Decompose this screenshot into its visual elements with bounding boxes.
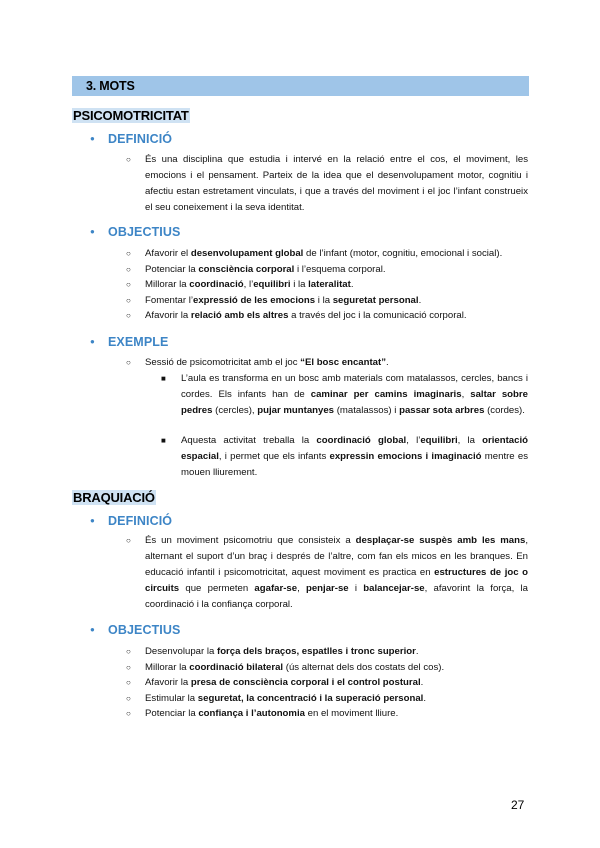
list-item bbox=[126, 308, 528, 324]
bold-text: desenvolupament global bbox=[190, 248, 304, 259]
bold-text: coordinació global bbox=[316, 435, 407, 446]
bold-text: saltar sobre pedres bbox=[181, 389, 528, 416]
exemple-sub-text-2 bbox=[181, 433, 528, 481]
text-segment: Estimular la bbox=[145, 692, 198, 704]
braq-definicio-text bbox=[145, 533, 528, 613]
braquiacio-title: BRAQUIACIÓ bbox=[73, 490, 155, 505]
text-segment: , afavorint la força, la coordinació i la confiança corporal. bbox=[145, 583, 528, 610]
text-segment: Desenvolupar la bbox=[145, 646, 217, 657]
text-segment: que permeten bbox=[179, 583, 255, 594]
list-item bbox=[126, 246, 528, 262]
bold-text: pujar muntanyes bbox=[257, 405, 335, 416]
circle-bullet-icon: ○ bbox=[126, 536, 131, 545]
text-segment: de l’infant (motor, cognitiu, emocional i social). bbox=[303, 248, 503, 259]
text-segment: en el moviment lliure. bbox=[304, 708, 399, 720]
bullet-icon: ● bbox=[90, 516, 95, 525]
text-segment: . bbox=[350, 279, 354, 291]
list-item bbox=[126, 293, 528, 309]
circle-bullet-icon: ○ bbox=[126, 662, 131, 672]
circle-bullet-icon: ○ bbox=[126, 155, 131, 164]
text-segment: , bbox=[297, 583, 306, 594]
bold-text: “El bosc encantat” bbox=[300, 357, 387, 368]
list-item bbox=[126, 262, 528, 278]
bullet-icon: ● bbox=[90, 227, 95, 236]
psico-definicio-heading: ● DEFINICIÓ bbox=[90, 132, 173, 146]
text-segment: , i permet que els infants bbox=[218, 451, 330, 462]
text-segment: , la bbox=[457, 435, 483, 446]
bold-text: seguretat, la concentració i la superació personal bbox=[197, 692, 424, 704]
circle-bullet-icon: ○ bbox=[126, 647, 131, 656]
text-segment: . bbox=[418, 294, 422, 306]
text-segment: i la bbox=[290, 279, 309, 291]
bold-text: seguretat personal bbox=[332, 294, 419, 306]
text-segment: Fomentar l’ bbox=[145, 294, 193, 306]
text-segment: i la bbox=[315, 294, 333, 306]
text-segment: (matalassos) i bbox=[334, 405, 400, 416]
list-item bbox=[126, 675, 528, 691]
circle-bullet-icon: ○ bbox=[126, 249, 131, 258]
circle-bullet-icon: ○ bbox=[126, 678, 131, 688]
list-item-text bbox=[145, 691, 528, 707]
text-segment: . bbox=[420, 677, 424, 689]
text-segment: i l’esquema corporal. bbox=[294, 263, 386, 275]
psico-exemple-heading: ● EXEMPLE bbox=[90, 335, 169, 349]
bold-text: coordinació bbox=[189, 279, 244, 291]
text-segment: (ús alternat dels dos costats del cos). bbox=[283, 661, 445, 673]
psico-exemple-intro bbox=[126, 355, 528, 371]
circle-bullet-icon: ○ bbox=[126, 709, 131, 719]
text-segment: L’aula es transforma en un bosc amb materials com matalassos, cercles, bancs i cordes. Els infants han de bbox=[181, 373, 528, 400]
text-segment: Millorar la bbox=[145, 661, 190, 673]
braq-objectius-heading: ● OBJECTIUS bbox=[90, 623, 181, 637]
list-item-text bbox=[145, 262, 528, 278]
square-bullet-icon: ■ bbox=[161, 436, 166, 445]
list-item bbox=[126, 277, 528, 293]
text-segment: Sessió de psicomotricitat amb el joc bbox=[145, 357, 301, 368]
psicomotricitat-title: PSICOMOTRICITAT bbox=[73, 108, 189, 123]
list-item bbox=[126, 644, 528, 660]
bold-text: confiança i l’autonomia bbox=[198, 708, 305, 720]
circle-bullet-icon: ○ bbox=[126, 280, 131, 290]
bold-text: caminar per camins imaginaris bbox=[310, 389, 462, 400]
list-item bbox=[126, 691, 528, 707]
text-segment: . bbox=[423, 692, 426, 704]
text-segment: i bbox=[348, 583, 364, 594]
list-item-text bbox=[145, 644, 528, 660]
text-segment: (cercles), bbox=[212, 405, 258, 416]
page-number: 27 bbox=[511, 798, 525, 812]
circle-bullet-icon: ○ bbox=[126, 358, 131, 367]
bullet-icon: ● bbox=[90, 337, 95, 346]
text-segment: a través del joc i la comunicació corporal. bbox=[288, 310, 467, 322]
bold-text: balancejar-se bbox=[363, 583, 425, 594]
bold-text: relació amb els altres bbox=[190, 310, 289, 322]
text-segment: , l’ bbox=[406, 435, 421, 446]
text-segment: Afavorir la bbox=[145, 310, 191, 322]
bold-text: passar sota arbres bbox=[399, 405, 485, 416]
text-segment: , bbox=[461, 389, 471, 400]
list-item-text bbox=[145, 675, 528, 691]
braq-definicio-heading: ● DEFINICIÓ bbox=[90, 514, 173, 528]
bold-text: estructures de joc o circuits bbox=[145, 567, 528, 594]
text-segment: mentre es mouen lliurement. bbox=[181, 451, 529, 478]
bold-text: agafar-se bbox=[254, 583, 298, 594]
bold-text: coordinació bilateral bbox=[189, 661, 284, 673]
square-bullet-icon: ■ bbox=[161, 374, 166, 383]
list-item bbox=[126, 660, 528, 676]
text-segment: , l’ bbox=[243, 279, 254, 291]
section-banner: 3. MOTS bbox=[72, 76, 529, 96]
text-segment: , alternant el suport d’un braç i després de l’altre, com fan els micos en les branques. En educació infantil i psicomotricitat, aquest moviment es practica en bbox=[145, 535, 528, 578]
exemple-intro-text bbox=[145, 355, 528, 371]
list-item-text bbox=[145, 293, 528, 309]
psico-definicio-item bbox=[126, 152, 528, 216]
circle-bullet-icon: ○ bbox=[126, 693, 131, 703]
list-item bbox=[126, 706, 528, 722]
psico-objectius-heading: ● OBJECTIUS bbox=[90, 225, 181, 239]
list-item-text bbox=[145, 706, 528, 722]
exemple-sub-item-1 bbox=[161, 371, 528, 419]
bold-text: expressin emocions i imaginació bbox=[329, 451, 482, 462]
exemple-sub-item-2 bbox=[161, 433, 528, 481]
text-segment: Afavorir la bbox=[145, 677, 191, 689]
text-segment: Millorar la bbox=[145, 279, 190, 291]
bullet-icon: ● bbox=[90, 134, 95, 143]
bold-text: equilibri bbox=[253, 279, 291, 291]
text-segment: (cordes). bbox=[484, 405, 525, 416]
list-item-text bbox=[145, 277, 528, 293]
bold-text: expressió de les emocions bbox=[192, 294, 316, 306]
circle-bullet-icon: ○ bbox=[126, 295, 131, 305]
bold-text: força dels braços, espatlles i tronc superior bbox=[217, 646, 416, 657]
text-segment: Afavorir el bbox=[145, 248, 191, 259]
exemple-sub-text-1 bbox=[181, 371, 528, 419]
text-segment: Potenciar la bbox=[145, 708, 199, 720]
text-segment: Aquesta activitat treballa la bbox=[181, 435, 317, 446]
bold-text: penjar-se bbox=[305, 583, 349, 594]
text-segment: Potenciar la bbox=[145, 263, 199, 275]
list-item-text bbox=[145, 308, 528, 324]
bold-text: presa de consciència corporal i el control postural bbox=[190, 677, 421, 689]
circle-bullet-icon: ○ bbox=[126, 264, 131, 274]
text-segment: És un moviment psicomotriu que consisteix a bbox=[145, 535, 356, 546]
bold-text: desplaçar-se suspès amb les mans bbox=[355, 535, 526, 546]
bold-text: equilibri bbox=[420, 435, 458, 446]
psico-definicio-text: És una disciplina que estudia i intervé en la relació entre el cos, el moviment, les emocions i el pensament. Parteix de la idea que el desenvolupament motor, cognitiu i afectiu estan estretament vinculats, i que a través del moviment i el joc l’infant construeix el seu coneixement i la seva identitat. bbox=[145, 154, 528, 213]
text-segment: . bbox=[386, 357, 389, 368]
bullet-icon: ● bbox=[90, 625, 95, 634]
circle-bullet-icon: ○ bbox=[126, 311, 131, 321]
list-item-text bbox=[145, 246, 528, 262]
list-item-text bbox=[145, 660, 528, 676]
bold-text: lateralitat bbox=[308, 279, 351, 291]
braq-definicio-item bbox=[126, 533, 528, 613]
bold-text: consciència corporal bbox=[198, 263, 295, 275]
bold-text: orientació espacial bbox=[181, 435, 529, 462]
text-segment: . bbox=[415, 646, 419, 657]
